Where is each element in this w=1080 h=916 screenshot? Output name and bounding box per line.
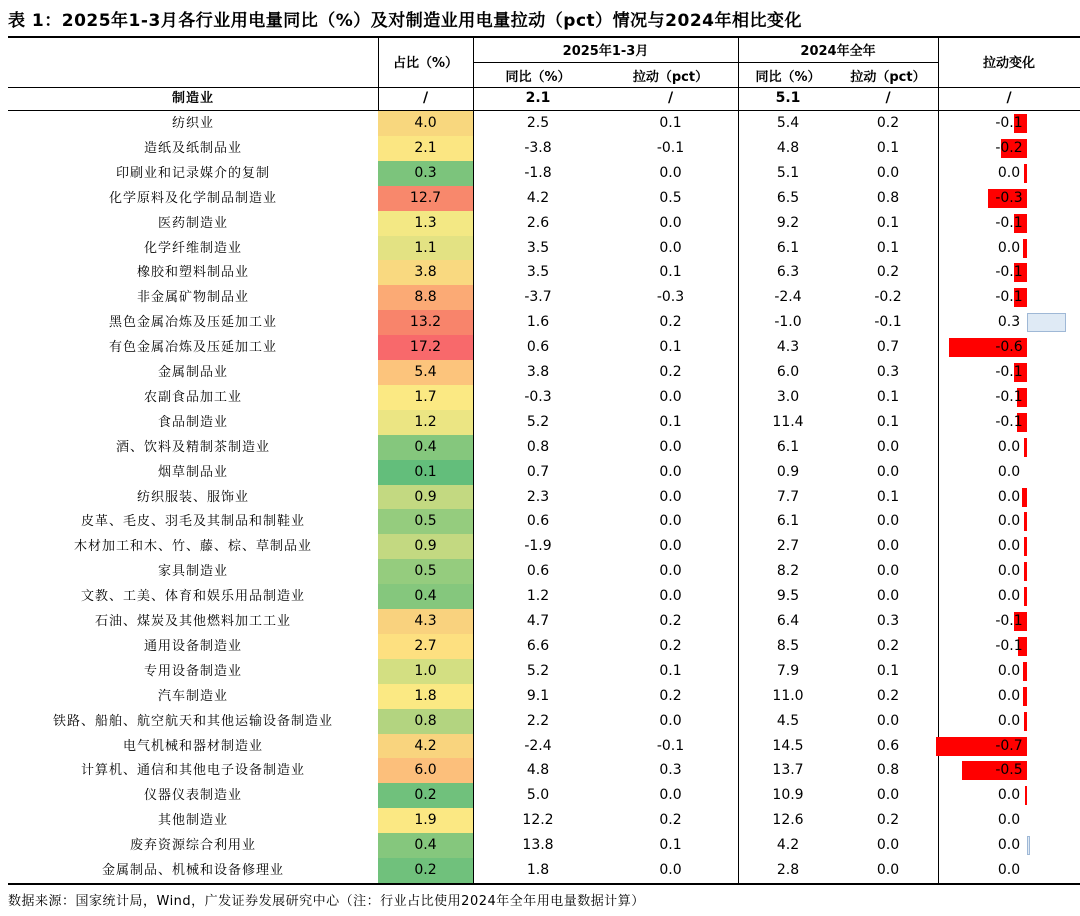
- row-name: 文教、工美、体育和娱乐用品制造业: [80, 589, 305, 605]
- row-yoy-2025: 12.2: [522, 812, 554, 829]
- row-yoy-2025: -3.8: [524, 139, 552, 156]
- row-yoy-2025: -1.8: [524, 164, 552, 181]
- row-yoy-2025: 6.6: [526, 637, 550, 654]
- row-share: 0.3: [414, 164, 437, 181]
- row-pull-2025: 0.2: [659, 637, 682, 654]
- row-pull-2024: -0.2: [874, 289, 902, 306]
- row-change: 0.0: [997, 862, 1021, 878]
- row-name: 烟草制品业: [157, 464, 228, 480]
- row-pull-2025: 0.0: [659, 164, 682, 181]
- header-share: 占比（%）: [392, 56, 459, 71]
- table-row: [8, 609, 1080, 634]
- row-pull-2024: 0.2: [876, 687, 900, 704]
- row-pull-2025: 0.2: [659, 687, 682, 704]
- row-pull-2025: 0.1: [659, 339, 682, 356]
- table-row: [8, 186, 1080, 211]
- table-row: [8, 833, 1080, 858]
- table-row: [8, 634, 1080, 659]
- table-row: [8, 534, 1080, 559]
- row-pull-2025: /: [667, 90, 674, 106]
- row-yoy-2025: 13.8: [522, 837, 554, 854]
- header-group-rule: [473, 62, 738, 63]
- row-change: 0.0: [997, 538, 1021, 555]
- row-pull-2025: 0.0: [659, 214, 682, 231]
- row-share: 2.7: [414, 637, 437, 654]
- row-change: -0.3: [995, 189, 1023, 206]
- row-pull-2024: 0.0: [876, 588, 900, 605]
- table-row: [8, 758, 1080, 783]
- row-change: -0.1: [995, 264, 1023, 281]
- row-pull-2024: 0.2: [876, 637, 900, 654]
- row-change: -0.1: [995, 388, 1023, 405]
- row-name: 纺织服装、服饰业: [136, 489, 249, 505]
- row-pull-2025: 0.2: [659, 364, 682, 380]
- row-yoy-2024: 4.2: [776, 837, 800, 854]
- row-pull-2024: 0.1: [876, 214, 900, 231]
- row-share: /: [422, 90, 429, 106]
- row-share: 0.4: [414, 438, 437, 455]
- row-yoy-2024: 3.0: [776, 388, 800, 405]
- row-pull-2025: -0.1: [656, 139, 685, 156]
- row-change: 0.0: [997, 588, 1021, 605]
- row-yoy-2024: 12.6: [772, 812, 804, 829]
- row-share: 13.2: [409, 314, 442, 331]
- row-pull-2025: -0.1: [656, 737, 685, 754]
- row-yoy-2024: 6.0: [776, 364, 800, 380]
- row-yoy-2024: 7.9: [776, 662, 800, 679]
- table-row: [8, 460, 1080, 485]
- header-yoy-2024: 同比（%）: [755, 70, 821, 85]
- row-change: 0.3: [997, 314, 1021, 331]
- row-change: 0.0: [997, 239, 1021, 256]
- row-pull-2024: 0.7: [876, 339, 900, 356]
- header-group-2024: 2024年全年: [800, 44, 876, 59]
- row-yoy-2025: 4.7: [526, 613, 550, 629]
- row-share: 0.9: [414, 488, 437, 505]
- row-pull-2025: 0.0: [659, 712, 682, 729]
- row-yoy-2024: 11.0: [772, 687, 804, 704]
- row-yoy-2025: 2.6: [526, 214, 550, 231]
- row-share: 1.1: [414, 239, 437, 256]
- row-share: 0.1: [414, 463, 437, 480]
- row-yoy-2024: 14.5: [772, 737, 804, 754]
- row-yoy-2024: 6.1: [776, 239, 800, 256]
- row-share: 8.8: [414, 289, 437, 306]
- row-share: 0.2: [414, 787, 437, 804]
- row-share: 3.8: [414, 264, 437, 281]
- row-change: 0.0: [997, 438, 1021, 455]
- row-pull-2024: 0.1: [876, 488, 900, 505]
- row-name: 仪器仪表制造业: [143, 788, 242, 804]
- row-pull-2024: 0.0: [876, 538, 900, 555]
- row-pull-2024: 0.1: [876, 413, 900, 430]
- row-name: 医药制造业: [157, 215, 228, 231]
- row-yoy-2024: -1.0: [774, 314, 802, 331]
- row-pull-2024: /: [885, 90, 891, 106]
- table-row: [8, 659, 1080, 684]
- row-pull-2024: 0.1: [876, 139, 900, 156]
- row-share: 0.2: [414, 862, 437, 878]
- row-pull-2025: 0.1: [659, 115, 682, 131]
- row-name: 黑色金属冶炼及压延加工业: [108, 315, 277, 331]
- row-yoy-2025: 5.2: [526, 662, 550, 679]
- row-share: 4.2: [414, 737, 437, 754]
- row-yoy-2024: 6.5: [776, 189, 800, 206]
- row-share: 4.3: [414, 613, 437, 629]
- header-group-rule: [738, 62, 938, 63]
- row-change: /: [1006, 90, 1012, 106]
- row-pull-2025: 0.1: [659, 413, 682, 430]
- row-pull-2024: 0.0: [876, 837, 900, 854]
- row-share: 1.9: [414, 812, 437, 829]
- row-name: 汽车制造业: [157, 688, 228, 704]
- row-pull-2024: 0.0: [876, 862, 900, 878]
- row-yoy-2025: 3.5: [526, 264, 550, 281]
- row-pull-2025: 0.0: [659, 538, 682, 555]
- row-pull-2024: 0.0: [876, 463, 900, 480]
- row-name: 橡胶和塑料制品业: [136, 265, 249, 281]
- row-pull-2024: 0.1: [876, 239, 900, 256]
- row-yoy-2025: 2.1: [525, 90, 551, 106]
- row-share: 0.4: [414, 588, 437, 605]
- row-change: -0.1: [995, 637, 1023, 654]
- row-yoy-2024: 4.5: [776, 712, 800, 729]
- row-name: 家具制造业: [157, 564, 228, 580]
- row-name: 废弃资源综合利用业: [129, 838, 256, 854]
- row-name: 化学纤维制造业: [143, 240, 242, 256]
- row-yoy-2024: 10.9: [772, 787, 804, 804]
- row-share: 4.0: [414, 115, 437, 131]
- row-share: 0.5: [414, 563, 437, 580]
- row-name: 电气机械和器材制造业: [122, 738, 263, 754]
- table-row: [8, 584, 1080, 609]
- row-name: 皮革、毛皮、羽毛及其制品和制鞋业: [80, 514, 305, 530]
- row-yoy-2025: 0.6: [526, 563, 550, 580]
- row-name: 通用设备制造业: [143, 638, 242, 654]
- row-change: 0.0: [997, 513, 1021, 530]
- row-yoy-2025: 0.6: [526, 513, 550, 530]
- table-row: [8, 161, 1080, 186]
- row-change: 0.0: [997, 687, 1021, 704]
- row-yoy-2025: -1.9: [524, 538, 552, 555]
- row-pull-2024: 0.3: [876, 364, 900, 380]
- row-yoy-2025: 1.6: [526, 314, 550, 331]
- row-change: -0.1: [995, 613, 1023, 629]
- header-change: 拉动变化: [982, 56, 1035, 71]
- table-row: [8, 509, 1080, 534]
- row-yoy-2024: 6.1: [776, 438, 800, 455]
- table-row: [8, 260, 1080, 285]
- row-pull-2024: 0.2: [876, 264, 900, 281]
- row-share: 17.2: [409, 339, 442, 356]
- row-yoy-2024: 11.4: [772, 413, 804, 430]
- row-share: 0.9: [414, 538, 437, 555]
- row-yoy-2025: 5.0: [526, 787, 550, 804]
- table-row: [8, 485, 1080, 510]
- row-name: 纺织业: [171, 116, 214, 131]
- row-name: 专用设备制造业: [143, 663, 242, 679]
- row-pull-2024: 0.2: [876, 115, 900, 131]
- summary-row: [8, 87, 1080, 110]
- table-row: [8, 236, 1080, 261]
- row-share: 0.8: [414, 712, 437, 729]
- row-change: -0.6: [995, 339, 1023, 356]
- row-pull-2025: 0.3: [659, 762, 682, 779]
- row-pull-2024: 0.2: [876, 812, 900, 829]
- table-row: [8, 285, 1080, 310]
- row-name: 制造业: [171, 91, 214, 106]
- row-name: 化学原料及化学制品制造业: [108, 190, 277, 206]
- row-yoy-2024: 4.8: [776, 139, 800, 156]
- row-pull-2025: 0.0: [659, 239, 682, 256]
- row-pull-2025: 0.0: [659, 787, 682, 804]
- table-row: [8, 858, 1080, 883]
- row-yoy-2025: 9.1: [526, 687, 550, 704]
- row-pull-2024: -0.1: [874, 314, 902, 331]
- row-name: 铁路、船舶、航空航天和其他运输设备制造业: [52, 713, 333, 729]
- table-row: [8, 310, 1080, 335]
- table-row: [8, 111, 1080, 136]
- row-name: 非金属矿物制品业: [136, 290, 249, 306]
- table-row: [8, 385, 1080, 410]
- row-share: 6.0: [414, 762, 437, 779]
- row-yoy-2025: 4.8: [526, 762, 550, 779]
- row-change: -0.5: [995, 762, 1023, 779]
- source-note: 数据来源：国家统计局，Wind，广发证券发展研究中心（注：行业占比使用2024年全年用电量数据计算）: [8, 894, 645, 909]
- table-title: 表 1：2025年1-3月各行业用电量同比（%）及对制造业用电量拉动（pct）情况与2024年相比变化: [8, 11, 802, 31]
- row-pull-2025: 0.0: [659, 388, 682, 405]
- table-row: [8, 559, 1080, 584]
- row-yoy-2024: 4.3: [776, 339, 800, 356]
- row-pull-2024: 0.0: [876, 563, 900, 580]
- row-yoy-2024: 2.7: [776, 538, 800, 555]
- row-pull-2024: 0.1: [876, 662, 900, 679]
- row-change: 0.0: [997, 563, 1021, 580]
- row-share: 1.8: [414, 687, 437, 704]
- row-name: 酒、饮料及精制茶制造业: [115, 439, 270, 455]
- row-pull-2025: 0.2: [659, 812, 682, 829]
- row-yoy-2024: 9.2: [776, 214, 800, 231]
- row-yoy-2024: 5.1: [775, 90, 801, 106]
- row-yoy-2024: 9.5: [776, 588, 800, 605]
- row-change: 0.0: [997, 712, 1021, 729]
- row-yoy-2025: 5.2: [526, 413, 550, 430]
- row-yoy-2025: 0.7: [526, 463, 550, 480]
- table-row: [8, 808, 1080, 833]
- row-share: 1.7: [414, 388, 437, 405]
- row-share: 1.0: [414, 662, 437, 679]
- row-yoy-2024: 5.4: [776, 115, 800, 131]
- row-pull-2024: 0.0: [876, 712, 900, 729]
- row-yoy-2025: 1.2: [526, 588, 550, 605]
- row-yoy-2025: -0.3: [524, 388, 552, 405]
- row-yoy-2025: -2.4: [524, 737, 552, 754]
- table-row: [8, 783, 1080, 808]
- row-name: 农副食品加工业: [143, 389, 242, 405]
- row-share: 2.1: [414, 139, 437, 156]
- row-yoy-2025: 0.6: [526, 339, 550, 356]
- row-name: 计算机、通信和其他电子设备制造业: [80, 763, 305, 779]
- row-pull-2025: 0.0: [659, 488, 682, 505]
- row-change: -0.1: [995, 413, 1023, 430]
- table-row: [8, 734, 1080, 759]
- row-share: 1.3: [414, 214, 437, 231]
- row-change: 0.0: [997, 812, 1021, 829]
- row-pull-2025: 0.0: [659, 438, 682, 455]
- row-pull-2025: 0.0: [659, 513, 682, 530]
- row-pull-2024: 0.0: [876, 513, 900, 530]
- row-name: 石油、煤炭及其他燃料加工工业: [94, 614, 291, 629]
- row-name: 金属制品业: [157, 365, 228, 380]
- header-yoy-2025: 同比（%）: [505, 70, 571, 85]
- table-row: [8, 709, 1080, 734]
- row-change: -0.1: [995, 364, 1023, 380]
- row-pull-2024: 0.1: [876, 388, 900, 405]
- row-change: 0.0: [997, 662, 1021, 679]
- table-row: [8, 211, 1080, 236]
- row-pull-2024: 0.0: [876, 787, 900, 804]
- row-change: -0.1: [995, 289, 1023, 306]
- table-row: [8, 136, 1080, 161]
- row-yoy-2025: -3.7: [524, 289, 552, 306]
- row-name: 有色金属冶炼及压延加工业: [108, 340, 277, 356]
- row-yoy-2024: 8.2: [776, 563, 800, 580]
- row-share: 12.7: [409, 189, 442, 206]
- row-yoy-2024: 6.4: [776, 613, 800, 629]
- row-name: 其他制造业: [157, 813, 228, 829]
- row-change: 0.0: [997, 164, 1021, 181]
- row-pull-2025: 0.0: [659, 588, 682, 605]
- row-name: 金属制品、机械和设备修理业: [101, 863, 284, 878]
- row-pull-2025: 0.1: [659, 264, 682, 281]
- row-pull-2025: 0.1: [659, 662, 682, 679]
- row-pull-2025: 0.1: [659, 837, 682, 854]
- row-yoy-2024: 5.1: [776, 164, 800, 181]
- row-yoy-2025: 3.5: [526, 239, 550, 256]
- row-pull-2024: 0.8: [876, 189, 900, 206]
- table-row: [8, 335, 1080, 360]
- row-share: 5.4: [414, 364, 437, 380]
- row-yoy-2024: 13.7: [772, 762, 804, 779]
- header-pull-2025: 拉动（pct）: [632, 70, 709, 85]
- row-yoy-2025: 1.8: [526, 862, 550, 878]
- row-pull-2025: 0.2: [659, 314, 682, 331]
- row-share: 0.4: [414, 837, 437, 854]
- row-yoy-2025: 2.2: [526, 712, 550, 729]
- row-yoy-2024: 8.5: [776, 637, 800, 654]
- row-change: -0.7: [995, 737, 1023, 754]
- row-change: -0.1: [995, 115, 1023, 131]
- row-pull-2024: 0.0: [876, 164, 900, 181]
- row-yoy-2024: 2.8: [776, 862, 800, 878]
- table-row: [8, 684, 1080, 709]
- row-pull-2024: 0.3: [876, 613, 900, 629]
- row-pull-2025: 0.0: [659, 463, 682, 480]
- row-pull-2024: 0.0: [876, 438, 900, 455]
- row-share: 0.5: [414, 513, 437, 530]
- bottom-rule: [8, 883, 1080, 885]
- header-group-2025: 2025年1-3月: [562, 44, 649, 59]
- table-row: [8, 360, 1080, 385]
- row-name: 造纸及纸制品业: [143, 140, 242, 156]
- row-name: 印刷业和记录媒介的复制: [115, 165, 270, 181]
- row-yoy-2024: -2.4: [774, 289, 802, 306]
- row-change: -0.1: [995, 214, 1023, 231]
- row-yoy-2024: 6.1: [776, 513, 800, 530]
- row-pull-2025: -0.3: [656, 289, 685, 306]
- row-change: -0.2: [995, 139, 1023, 156]
- row-yoy-2024: 7.7: [776, 488, 800, 505]
- row-yoy-2025: 3.8: [526, 364, 550, 380]
- row-yoy-2025: 4.2: [526, 189, 550, 206]
- row-yoy-2025: 0.8: [526, 438, 550, 455]
- table-row: [8, 435, 1080, 460]
- row-pull-2024: 0.6: [876, 737, 900, 754]
- row-change: 0.0: [997, 463, 1021, 480]
- row-pull-2025: 0.0: [659, 862, 682, 878]
- row-pull-2025: 0.5: [659, 189, 682, 206]
- row-pull-2025: 0.2: [659, 613, 682, 629]
- row-change: 0.0: [997, 488, 1021, 505]
- row-pull-2025: 0.0: [659, 563, 682, 580]
- row-yoy-2025: 2.5: [526, 115, 550, 131]
- row-change: 0.0: [997, 837, 1021, 854]
- header-pull-2024: 拉动（pct）: [850, 70, 926, 85]
- row-yoy-2024: 6.3: [776, 264, 800, 281]
- row-yoy-2024: 0.9: [776, 463, 800, 480]
- row-name: 木材加工和木、竹、藤、棕、草制品业: [73, 539, 312, 555]
- top-rule: [8, 36, 1080, 38]
- row-pull-2024: 0.8: [876, 762, 900, 779]
- row-yoy-2025: 2.3: [526, 488, 550, 505]
- row-change: 0.0: [997, 787, 1021, 804]
- row-name: 食品制造业: [157, 414, 228, 430]
- table-row: [8, 410, 1080, 435]
- row-share: 1.2: [414, 413, 437, 430]
